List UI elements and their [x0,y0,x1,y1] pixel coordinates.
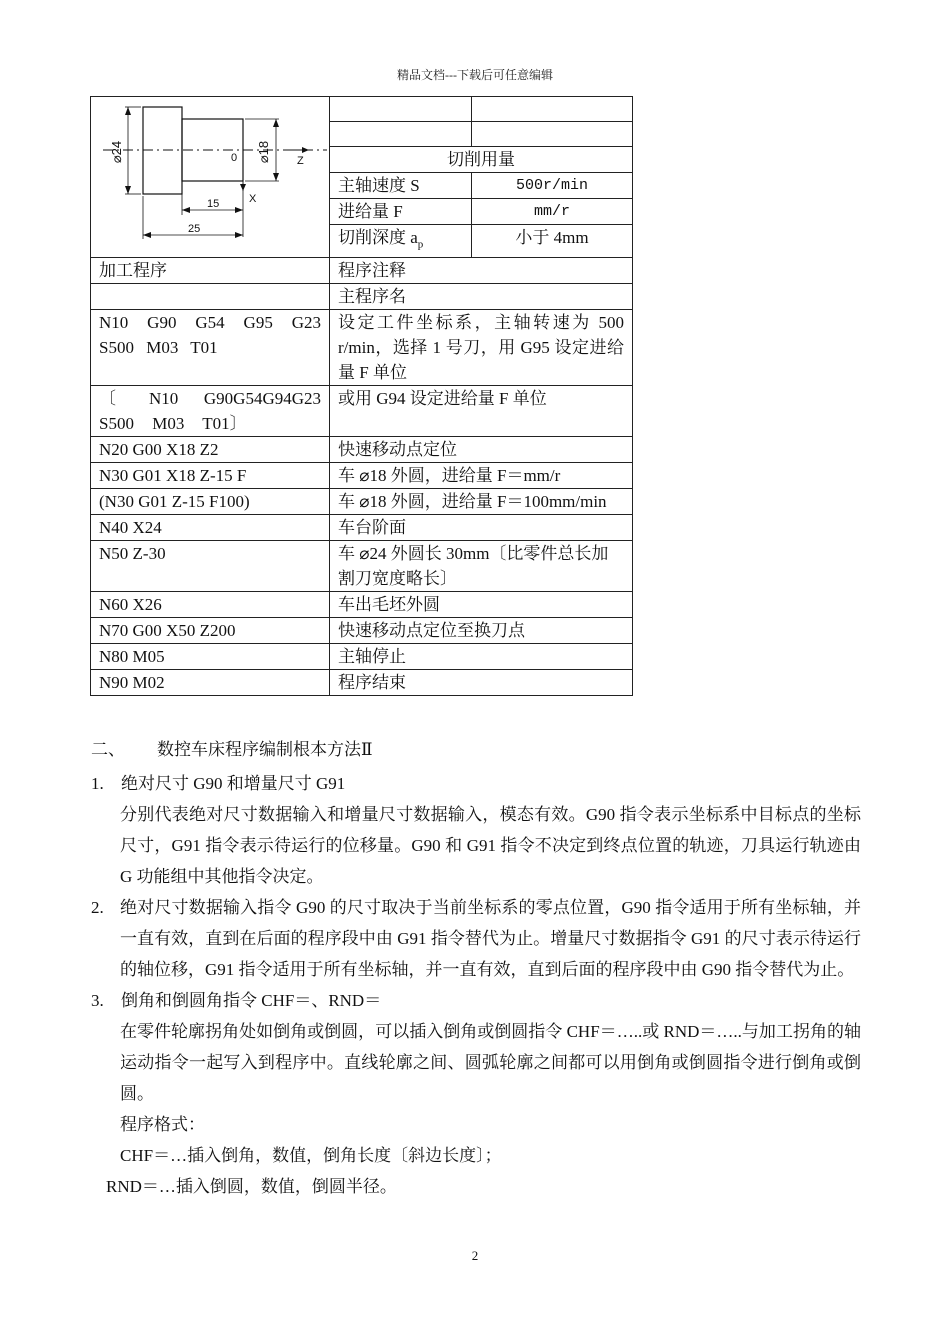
section-title: 数控车床程序编制根本方法Ⅱ [157,740,373,759]
code-cell: N10 G90 G54 G95 G23 S500 M03 T01 [91,310,330,386]
code-cell: N70 G00 X50 Z200 [91,618,330,644]
item-number: 2. [91,898,104,917]
paragraph: 分别代表绝对尺寸数据输入和增量尺寸数据输入，模态有效。G90 指令表示坐标系中目标点的坐标尺寸，G91 指令表示待运行的位移量。G90 和 G91 指令不决定到终点位置的轨迹，刀具运行轨迹由 G 功能组中其他指令决定。 [120,805,861,886]
part-drawing-cell [91,97,330,258]
axis-z-label: Z [297,155,304,167]
item-title: 绝对尺寸数据输入指令 G90 的尺寸取决于当前坐标系的零点位置，G90 指令适用于所有坐标轴，并一直有效，直到在后面的程序段中由 G91 指令替代为止。增量尺寸数据指令 G91 的尺寸表示待运行的轴位移，G91 指令适用于所有坐标轴，并一直有效，直到后面的程序段中由 G90 指令替代为止。 [120,898,861,979]
note-cell: 程序结束 [330,670,633,696]
part-drawing [91,97,330,250]
cutting-value: mm/r [472,199,633,225]
cutting-value: 500r/min [472,173,633,199]
table-row [91,489,633,515]
note-cell: 主程序名 [330,284,633,310]
note-cell: 主轴停止 [330,644,633,670]
cutting-label-sub: p [417,238,424,251]
empty-cell [330,97,472,122]
table-row [91,463,633,489]
code-cell: N60 X26 [91,592,330,618]
table-row [91,97,633,122]
code-cell: N90 M02 [91,670,330,696]
part-large-section [143,107,182,194]
code-cell: 〔 N10 G90G54G94G23 S500 M03 T01〕 [91,386,330,437]
list-item [91,985,861,1016]
dim-label-18: ⌀18 [256,140,271,164]
paragraph: 在零件轮廓拐角处如倒角或倒圆，可以插入倒角或倒圆指令 CHF＝…..或 RND＝…..与加工拐角的轴运动指令一起写入到程序中。直线轮廓之间、圆弧轮廓之间都可以用倒角或倒圆指令进行倒角或倒圆。 [120,1022,861,1103]
table-row [91,437,633,463]
page-number: 2 [471,1248,479,1263]
note-cell: 车 ⌀18 外圆，进给量 F＝mm/r [330,463,633,489]
note-cell: 车 ⌀18 外圆，进给量 F＝100mm/min [330,489,633,515]
program-table [90,96,633,696]
table-row [91,515,633,541]
note-cell: 快速移动点定位至换刀点 [330,618,633,644]
dim-label-25: 25 [188,223,201,235]
origin-label: 0 [231,152,238,164]
section-number: 二、 [91,740,125,759]
cutting-label: 主轴速度 S [330,173,472,199]
table-row [91,618,633,644]
table-row [91,670,633,696]
page-header: 精品文档---下载后可任意编辑 [397,68,553,82]
table-header-row [91,258,633,284]
note-cell: 设定工件坐标系，主轴转速为 500 r/min，选择 1 号刀，用 G95 设定进给量 F 单位 [330,310,633,386]
note-cell: 车台阶面 [330,515,633,541]
code-cell: N40 X24 [91,515,330,541]
cutting-label [330,225,472,258]
code-cell: N50 Z-30 [91,541,330,592]
table-row [91,284,633,310]
column-header-program: 加工程序 [91,258,330,284]
format-line: RND＝…插入倒圆，数值，倒圆半径。 [106,1177,397,1196]
code-cell: N30 G01 X18 Z-15 F [91,463,330,489]
format-label: 程序格式： [120,1115,205,1134]
table-row [91,310,633,386]
code-cell: N80 M05 [91,644,330,670]
cutting-value: 小于 4mm [472,225,633,258]
cutting-label: 进给量 F [330,199,472,225]
table-row [91,541,633,592]
item-number: 1. [91,774,104,793]
note-cell: 车出毛坯外圆 [330,592,633,618]
cutting-title: 切削用量 [330,147,633,173]
z-axis-arrow-icon [302,147,309,153]
table-row [91,644,633,670]
section-heading [91,734,861,765]
list-item [91,768,861,799]
code-cell: N20 G00 X18 Z2 [91,437,330,463]
note-cell: 快速移动点定位 [330,437,633,463]
axis-x-label: X [249,193,257,205]
dim-label-15: 15 [207,198,220,210]
item-title: 绝对尺寸 G90 和增量尺寸 G91 [121,774,346,793]
cutting-label-text: 切削深度 a [338,228,418,247]
code-cell [91,284,330,310]
empty-cell [472,122,633,147]
code-cell: (N30 G01 Z-15 F100) [91,489,330,515]
item-title: 倒角和倒圆角指令 CHF＝、RND＝ [121,991,382,1010]
empty-cell [472,97,633,122]
format-line: CHF＝…插入倒角，数值，倒角长度〔斜边长度〕； [120,1146,502,1165]
dim-label-24: ⌀24 [109,140,124,164]
list-item [91,892,861,985]
note-cell: 或用 G94 设定进给量 F 单位 [330,386,633,437]
note-cell: 车 ⌀24 外圆长 30mm〔比零件总长加割刀宽度略长〕 [330,541,633,592]
body-text [91,734,861,1202]
column-header-notes: 程序注释 [330,258,633,284]
table-row [91,386,633,437]
item-number: 3. [91,991,104,1010]
table-row [91,592,633,618]
empty-cell [330,122,472,147]
